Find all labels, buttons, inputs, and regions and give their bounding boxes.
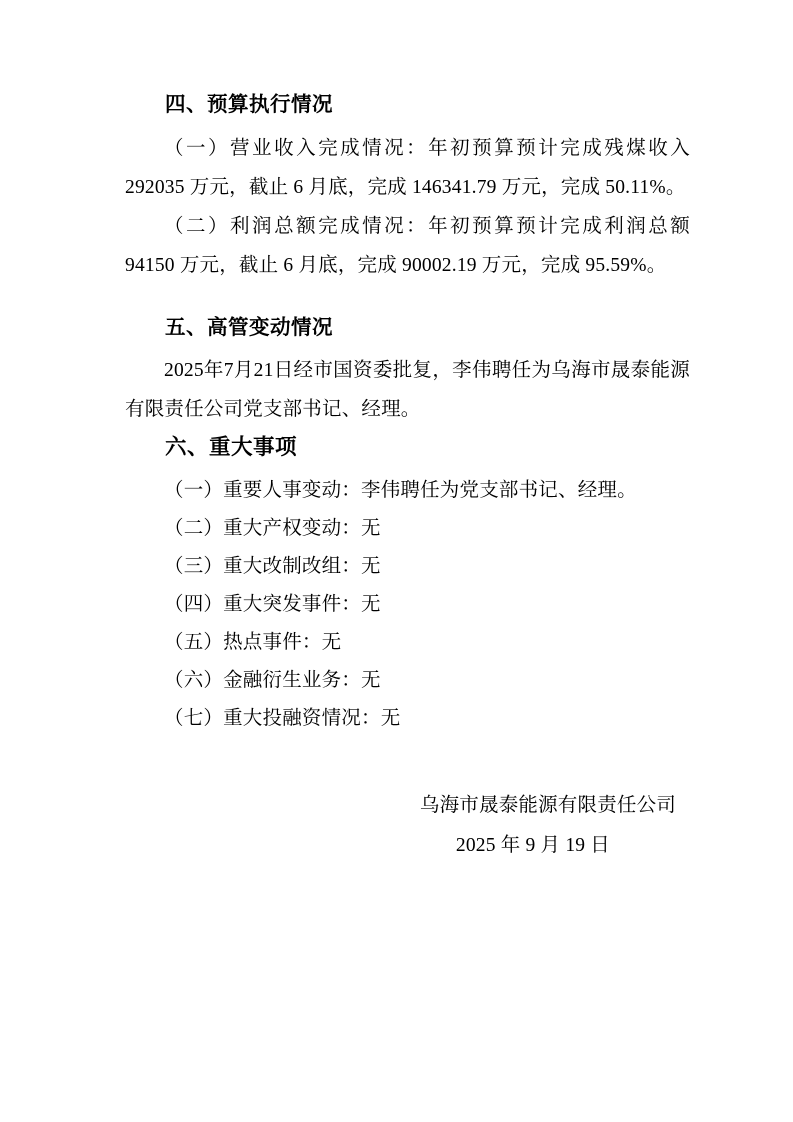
list-item: （二）重大产权变动：无 bbox=[164, 517, 381, 539]
list-item: （六）金融衍生业务：无 bbox=[164, 669, 381, 691]
section-spacer bbox=[125, 285, 690, 318]
section-heading-budget-execution: 四、预算执行情况 bbox=[165, 94, 333, 116]
list-item: （四）重大突发事件：无 bbox=[164, 593, 381, 615]
signature-company: 乌海市晟泰能源有限责任公司 bbox=[419, 794, 676, 816]
paragraph-total-profit: （二）利润总额完成情况：年初预算预计完成利润总额 94150 万元，截止 6 月底，完成 90002.19 万元，完成 95.59%。 bbox=[125, 215, 690, 276]
paragraph-executive-appointment: 2025年7月21日经市国资委批复，李伟聘任为乌海市晟泰能源有限责任公司党支部书记、经理。 bbox=[125, 360, 690, 420]
section-heading-major-matters: 六、重大事项 bbox=[165, 435, 298, 459]
section-heading-executive-changes: 五、高管变动情况 bbox=[165, 316, 333, 339]
document-body bbox=[125, 95, 690, 866]
signature-date: 2025 年 9 月 19 日 bbox=[455, 834, 610, 856]
list-item: （三）重大改制改组：无 bbox=[164, 555, 381, 577]
paragraph-operating-revenue: （一）营业收入完成情况：年初预算预计完成残煤收入 292035 万元，截止 6 月底，完成 146341.79 万元，完成 50.11%。 bbox=[125, 137, 690, 198]
signature-block bbox=[125, 786, 690, 866]
list-item: （七）重大投融资情况：无 bbox=[164, 707, 401, 729]
list-item: （五）热点事件：无 bbox=[164, 631, 342, 653]
list-item: （一）重要人事变动：李伟聘任为党支部书记、经理。 bbox=[164, 479, 637, 501]
